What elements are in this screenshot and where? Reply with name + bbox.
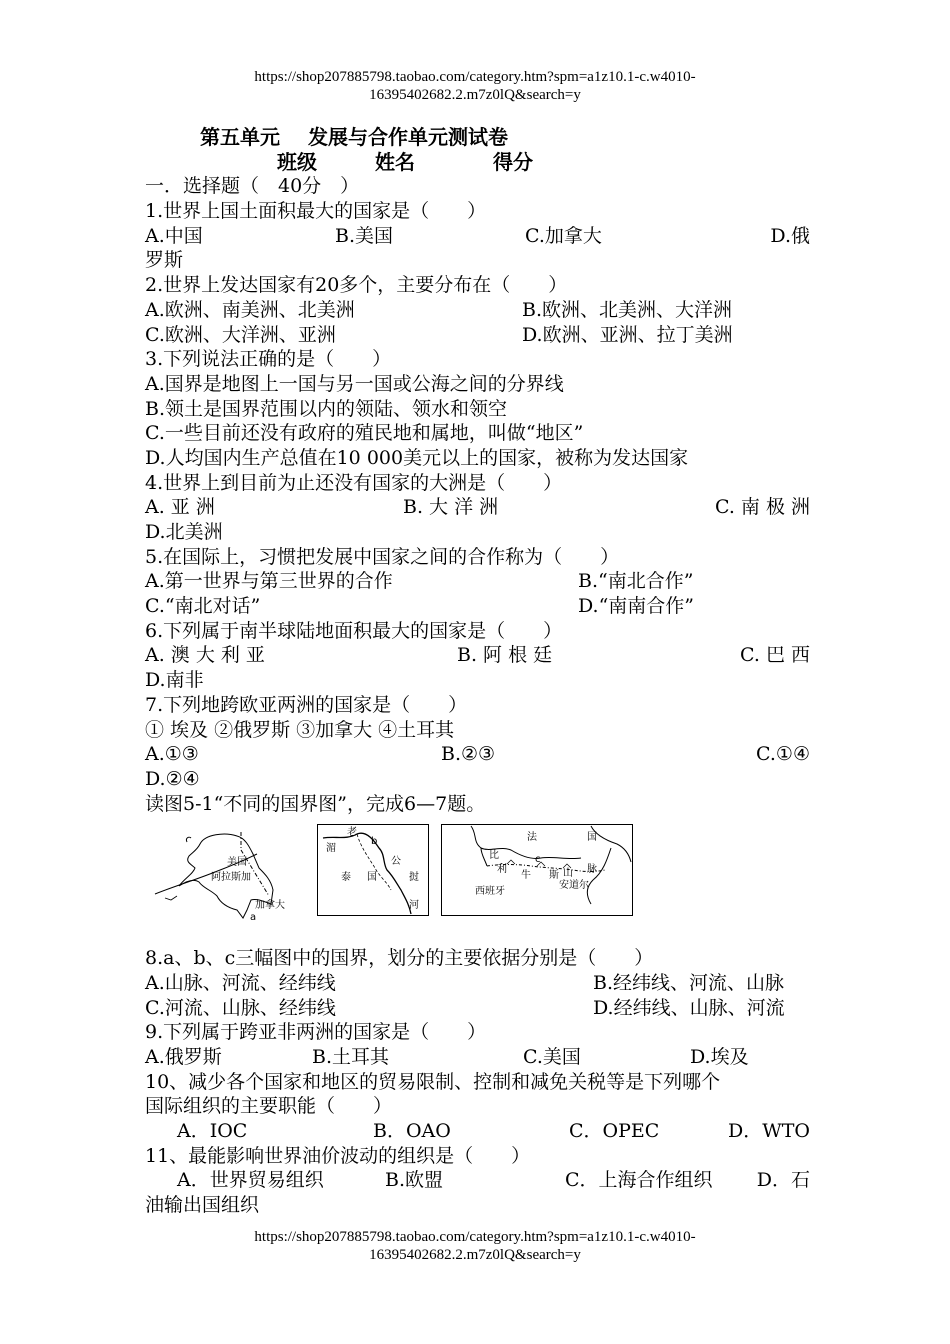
q1-option-c: C.加拿大 [525, 224, 602, 247]
map-c-france-spain [441, 824, 633, 916]
map-b-label-lao-2: 公 [391, 856, 401, 868]
q9-option-d: D.埃及 [690, 1046, 749, 1068]
map-a-label-canada: 加拿大 [255, 900, 285, 912]
figure-intro: 读图5-1“不同的国界图”，完成6—7题。 [145, 792, 486, 815]
q3-option-d: D.人均国内生产总值在10 000美元以上的国家，被称为发达国家 [145, 446, 689, 469]
exam-name: 发展与合作单元测试卷 [308, 125, 508, 149]
map-c-label-andorra: 安道尔 [559, 880, 589, 892]
unit-label: 第五单元 [200, 125, 280, 149]
q10-option-b: B．OAO [373, 1120, 451, 1143]
q8-option-c: C.河流、山脉、经纬线 [145, 996, 336, 1019]
q3-option-c: C.一些目前还没有政府的殖民地和属地，叫做“地区” [145, 422, 584, 445]
q6-option-d: D.南非 [145, 669, 204, 692]
map-b-label-mekong: 湄 [326, 843, 336, 855]
q11-option-a: A．世界贸易组织 [177, 1169, 324, 1192]
border-maps-figure [145, 824, 810, 934]
q7-choices: ① 埃及 ②俄罗斯 ③加拿大 ④土耳其 [145, 718, 455, 741]
exam-title [145, 125, 810, 150]
q10-option-d: D．WTO [727, 1120, 810, 1143]
map-b-label-thai-1: 泰 [341, 872, 351, 884]
question-7-options [145, 742, 810, 767]
question-6-options [145, 643, 810, 668]
map-c-label-fa: 法 [527, 832, 537, 844]
q7-option-b: B.②③ [441, 743, 496, 766]
header-url-line-1: https://shop207885798.taobao.com/category.htm?spm=a1z10.1-c.w4010- [254, 69, 696, 85]
q7-option-a: A.①③ [145, 743, 199, 766]
map-a-label-a: a [250, 912, 257, 924]
footer-url-line-1: https://shop207885798.taobao.com/category.htm?spm=a1z10.1-c.w4010- [254, 1229, 696, 1245]
q5-option-b: B.“南北合作” [578, 570, 694, 593]
name-label: 姓名 [375, 149, 415, 174]
class-label: 班级 [277, 149, 317, 174]
question-1-options [145, 224, 810, 249]
question-5-options-ab [145, 569, 810, 594]
map-c-label-niu: 牛 [521, 870, 531, 882]
q11-option-b: B.欧盟 [385, 1169, 444, 1192]
map-c-label-bi: 比 [489, 850, 499, 862]
map-a-alaska [145, 824, 305, 924]
map-b-label-lao-1: 老 [347, 827, 357, 839]
footer-url[interactable] [0, 1228, 950, 1264]
q5-option-c: C.“南北对话” [145, 595, 261, 618]
q10-option-a: A．IOC [177, 1120, 248, 1143]
q5-option-a: A.第一世界与第三世界的合作 [145, 570, 393, 593]
q8-option-d: D.经纬线、山脉、河流 [593, 996, 785, 1019]
q6-option-c: C. 巴 西 [740, 644, 810, 667]
q8-option-b: B.经纬线、河流、山脉 [593, 971, 785, 994]
q7-option-c: C.①④ [756, 743, 810, 766]
map-c-label-c: c [535, 854, 541, 866]
exam-content [145, 125, 810, 1218]
section-heading: 一．选择题（ 40分 ） [145, 175, 360, 198]
q3-option-a: A.国界是地图上一国与另一国或公海之间的分界线 [145, 372, 564, 395]
question-3-stem: 3.下列说法正确的是（ ） [145, 348, 392, 371]
q8-option-a: A.山脉、河流、经纬线 [145, 971, 336, 994]
q11-option-c: C．上海合作组织 [565, 1169, 713, 1192]
question-6-stem: 6.下列属于南半球陆地面积最大的国家是（ ） [145, 619, 563, 642]
map-c-drawing [441, 824, 633, 916]
question-4-stem: 4.世界上到目前为止还没有国家的大洲是（ ） [145, 471, 563, 494]
question-1-stem: 1.世界上国土面积最大的国家是（ ） [145, 200, 487, 223]
q1-option-a: A.中国 [145, 224, 203, 247]
question-2-options-cd [145, 323, 810, 348]
question-4-options [145, 495, 810, 520]
question-10-stem-1: 10、减少各个国家和地区的贸易限制、控制和减免关税等是下列哪个 [145, 1070, 721, 1093]
q9-option-c: C.美国 [523, 1046, 581, 1068]
q1-option-d-continued: 罗斯 [145, 249, 184, 272]
q2-option-b: B.欧洲、北美洲、大洋洲 [522, 298, 733, 321]
q4-option-b: B. 大 洋 洲 [403, 496, 499, 519]
question-5-stem: 5.在国际上，习惯把发展中国家之间的合作称为（ ） [145, 545, 620, 568]
q6-option-a: A. 澳 大 利 亚 [145, 644, 265, 667]
map-b-label-lao-3: 挝 [409, 872, 419, 884]
q2-option-c: C.欧洲、大洋洲、亚洲 [145, 323, 336, 346]
map-c-label-li: 利 [497, 864, 507, 876]
q10-option-c: C．OPEC [569, 1120, 660, 1143]
q2-option-a: A.欧洲、南美洲、北美洲 [145, 298, 355, 321]
question-7-stem: 7.下列地跨欧亚两洲的国家是（ ） [145, 693, 468, 716]
question-11-options [145, 1168, 810, 1193]
question-2-options-ab [145, 298, 810, 323]
map-c-label-mai: 脉 [587, 864, 597, 876]
q11-option-d: D．石 [756, 1169, 810, 1192]
q11-option-d-continued: 油输出国组织 [145, 1194, 260, 1217]
q2-option-d: D.欧洲、亚洲、拉丁美洲 [522, 323, 733, 346]
score-label: 得分 [493, 149, 533, 174]
q1-option-d: D.俄 [770, 224, 810, 247]
q3-option-b: B.领土是国界范围以内的领陆、领水和领空 [145, 397, 508, 420]
map-c-label-si: 斯 [549, 870, 559, 882]
question-9-options [145, 1045, 810, 1070]
q1-option-b: B.美国 [335, 224, 394, 247]
q9-option-b: B.土耳其 [312, 1046, 390, 1068]
question-11-stem: 11、最能影响世界油价波动的组织是（ ） [145, 1144, 531, 1167]
map-b-label-river: 河 [409, 900, 419, 912]
map-c-label-spain: 西班牙 [475, 886, 505, 898]
header-url[interactable] [0, 68, 950, 104]
q5-option-d: D.“南南合作” [578, 595, 695, 618]
question-8-options-ab [145, 971, 810, 996]
q9-option-a: A.俄罗斯 [145, 1046, 222, 1068]
question-5-options-cd [145, 594, 810, 619]
q4-option-c: C. 南 极 洲 [714, 496, 810, 519]
q4-option-a: A. 亚 洲 [145, 496, 215, 519]
q6-option-b: B. 阿 根 廷 [457, 644, 553, 667]
map-b-thailand-laos [317, 824, 429, 916]
map-b-label-thai-2: 国 [367, 872, 377, 884]
question-10-options [145, 1119, 810, 1144]
question-10-stem-2: 国际组织的主要职能（ ） [145, 1095, 393, 1118]
footer-url-line-2: 16395402682.2.m7z0lQ&search=y [369, 1247, 581, 1263]
student-info-line [145, 150, 810, 175]
question-8-options-cd [145, 996, 810, 1021]
q4-option-d: D.北美洲 [145, 521, 223, 543]
q7-option-d: D.②④ [145, 767, 200, 790]
map-b-label-b: b [371, 836, 378, 848]
map-c-label-guo: 国 [587, 832, 597, 844]
map-a-label-alaska: 阿拉斯加 [211, 872, 251, 884]
map-a-label-usa: 美国 [227, 857, 247, 869]
map-c-label-shan: 山 [563, 868, 573, 880]
header-url-line-2: 16395402682.2.m7z0lQ&search=y [369, 87, 581, 103]
question-2-stem: 2.世界上发达国家有20多个，主要分布在（ ） [145, 274, 568, 297]
question-8-stem: 8.a、b、c三幅图中的国界，划分的主要依据分别是（ ） [145, 947, 654, 970]
question-9-stem: 9.下列属于跨亚非两洲的国家是（ ） [145, 1021, 487, 1044]
